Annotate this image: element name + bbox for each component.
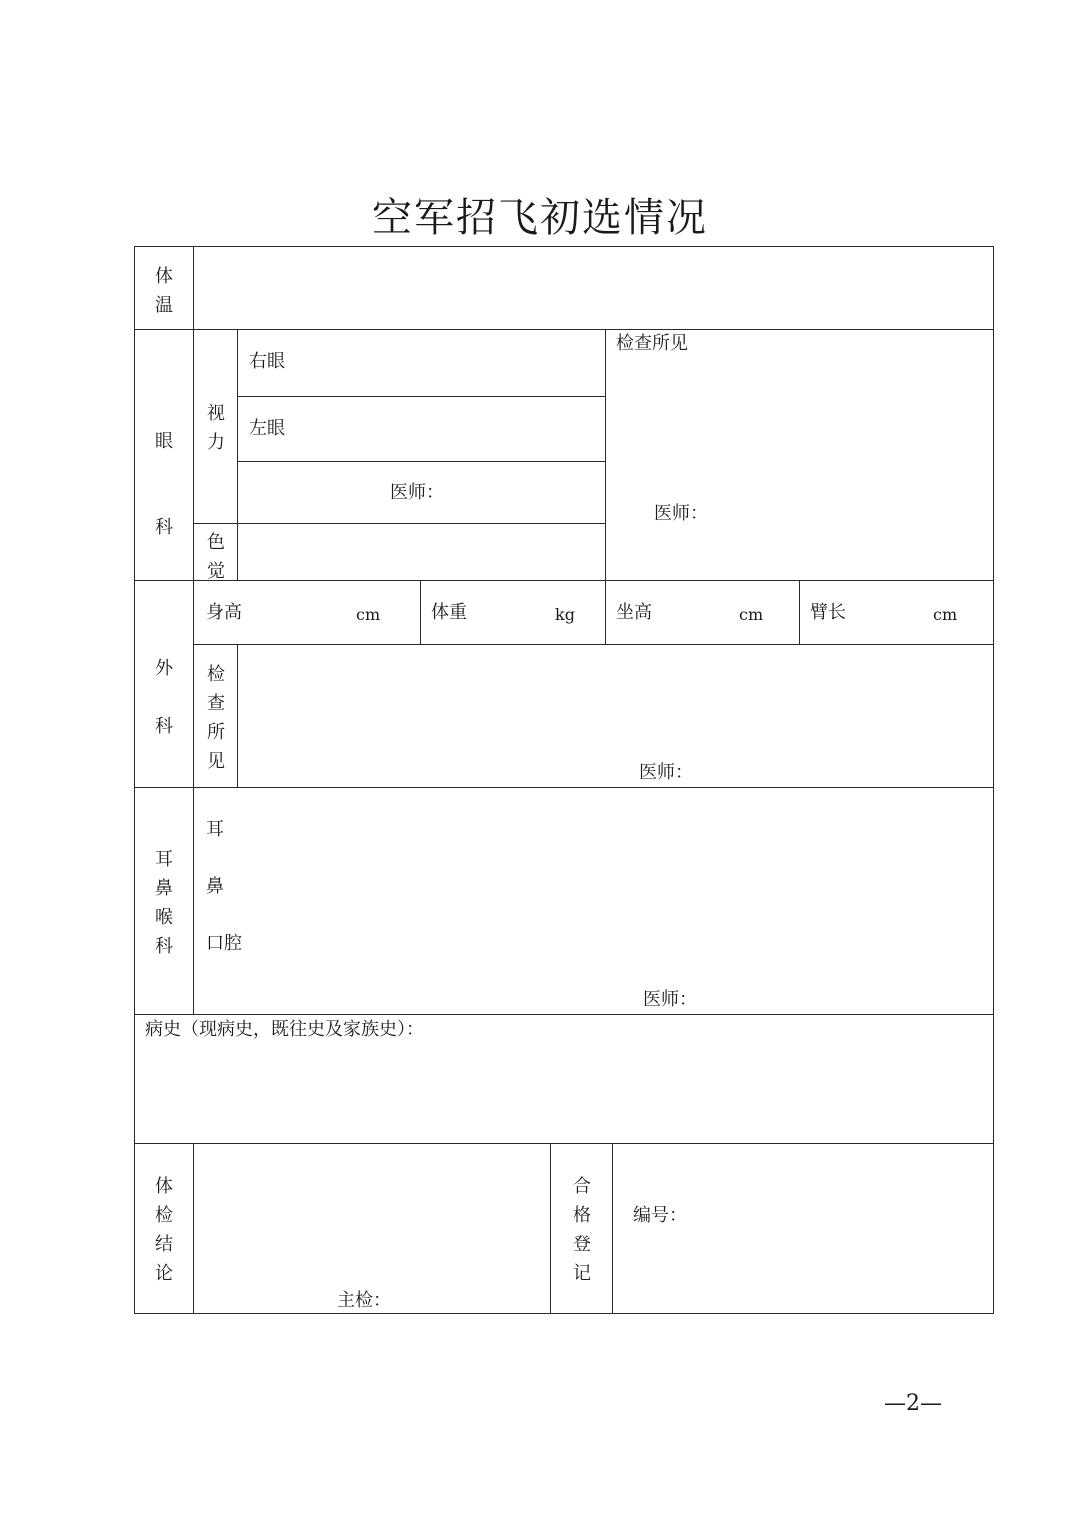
cell-divider <box>550 1143 551 1314</box>
sitting-height-input[interactable] <box>660 581 737 644</box>
qualified-registration-label: 合格登记 <box>573 1176 591 1284</box>
arm-length-label: 臂长 <box>810 602 846 623</box>
weight-input[interactable] <box>475 581 553 644</box>
weight-unit: kg <box>555 605 575 624</box>
cell-divider <box>237 461 605 462</box>
surgery-findings-label: 检查所见 <box>207 664 225 772</box>
ent-label: 耳鼻喉科 <box>155 849 173 957</box>
right-eye-label: 右眼 <box>249 351 285 372</box>
serial-number-label: 编号： <box>633 1205 687 1226</box>
ophthalmology-label: 眼科 <box>155 431 173 538</box>
height-label: 身高 <box>206 602 242 623</box>
color-vision-input-cell[interactable] <box>238 524 605 580</box>
cell-divider <box>799 580 800 645</box>
table-border-left <box>134 246 135 1314</box>
arm-length-input[interactable] <box>854 581 931 644</box>
history-label: 病史（现病史，既往史及家族史）： <box>145 1019 424 1040</box>
table-border-right <box>993 246 994 1314</box>
ent-input-cell[interactable] <box>260 800 993 980</box>
ophthalmology-findings-doctor-label: 医师： <box>654 503 708 524</box>
right-eye-input-cell[interactable] <box>300 330 605 396</box>
label-column-divider <box>193 246 194 1015</box>
conclusion-input-cell[interactable] <box>194 1144 550 1284</box>
color-vision-label: 色觉 <box>207 532 225 582</box>
sitting-height-label: 坐高 <box>616 602 652 623</box>
weight-label: 体重 <box>431 602 467 623</box>
page-number: —2— <box>884 1391 942 1416</box>
surgery-label: 外科 <box>155 658 173 737</box>
page-title: 空军招飞初选情况 <box>372 195 708 241</box>
serial-number-input[interactable] <box>690 1190 990 1240</box>
ear-label: 耳 <box>206 819 224 840</box>
left-eye-label: 左眼 <box>249 418 285 439</box>
row-divider <box>134 1014 994 1015</box>
ophthalmology-findings-input-cell[interactable] <box>606 360 993 500</box>
surgery-doctor-label: 医师： <box>639 762 693 783</box>
cell-divider <box>605 580 606 645</box>
sitting-height-unit: cm <box>739 605 764 624</box>
nose-label: 鼻 <box>206 876 224 897</box>
height-unit: cm <box>356 605 381 624</box>
height-input[interactable] <box>250 581 354 644</box>
ent-doctor-label: 医师： <box>643 989 697 1010</box>
vision-label: 视力 <box>207 403 225 453</box>
temperature-label: 体温 <box>155 266 173 316</box>
chief-examiner-label: 主检： <box>337 1290 391 1311</box>
surgery-findings-input-cell[interactable] <box>238 645 993 760</box>
cell-divider <box>612 1143 613 1314</box>
vision-doctor-label: 医师： <box>390 482 444 503</box>
row-divider <box>134 787 994 788</box>
arm-length-unit: cm <box>933 605 958 624</box>
left-eye-input-cell[interactable] <box>300 397 605 461</box>
temperature-input-cell[interactable] <box>194 247 993 329</box>
oral-label: 口腔 <box>206 933 242 954</box>
conclusion-label: 体检结论 <box>155 1176 173 1284</box>
cell-divider <box>420 580 421 645</box>
table-border-bottom <box>134 1313 994 1314</box>
history-input-cell[interactable] <box>135 1045 993 1143</box>
ophthalmology-findings-label: 检查所见 <box>616 333 688 354</box>
